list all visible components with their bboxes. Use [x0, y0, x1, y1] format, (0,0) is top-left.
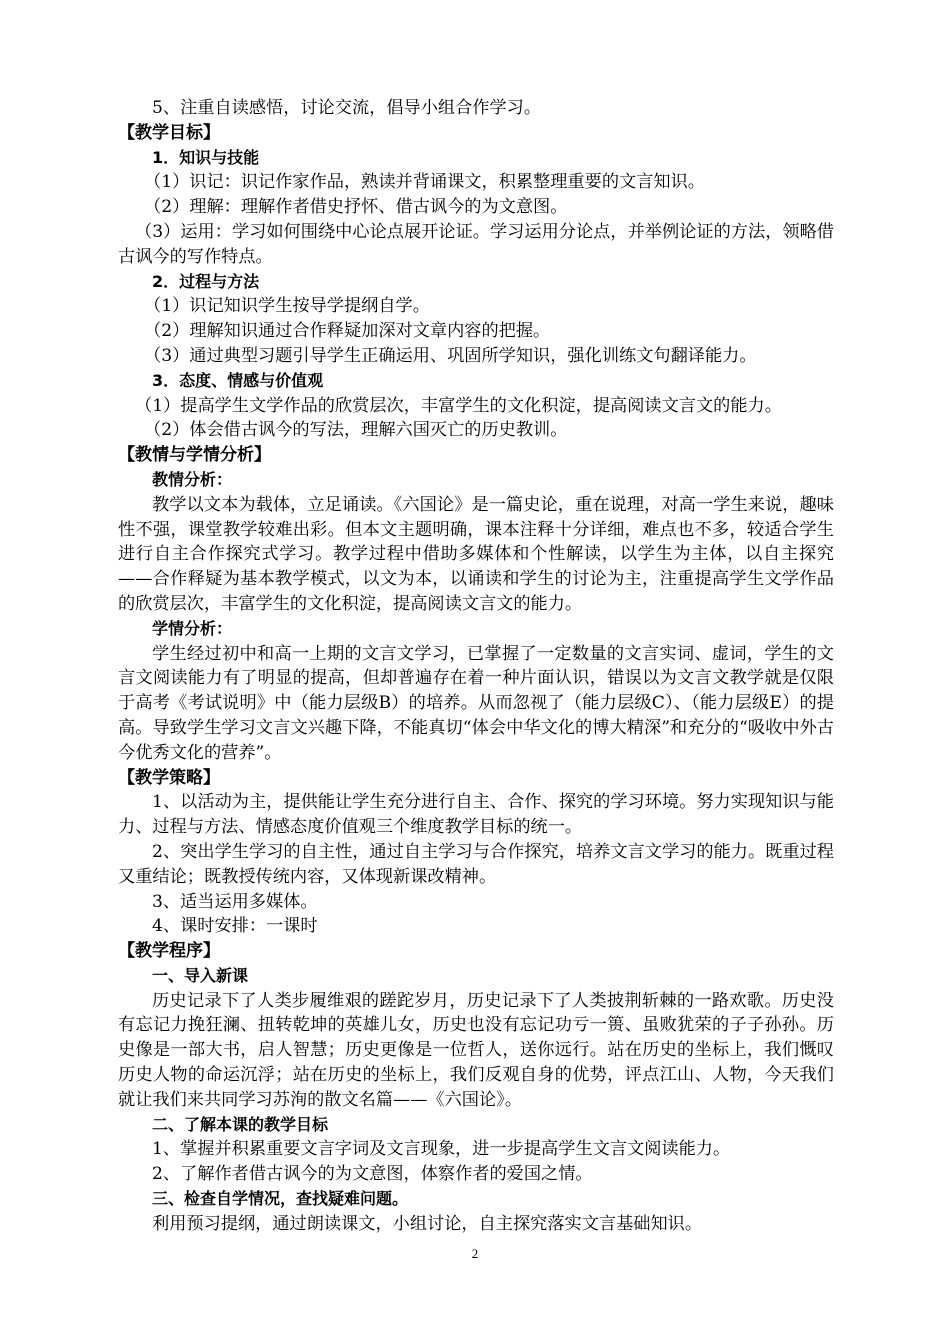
- line-7: （1）识记知识学生按导学提纲自学。: [144, 296, 430, 317]
- heading-procedure: 【教学程序】: [118, 941, 220, 962]
- subheading-self-study-check: 三、检查自学情况，查找疑难问题。: [152, 1189, 409, 1209]
- subheading-process-methods: 2．过程与方法: [152, 271, 260, 291]
- lesson-goal-2: 2、了解作者借古讽今的为文意图，体察作者的爱国之情。: [152, 1164, 593, 1185]
- line-8: （2）理解知识通过合作释疑加深对文章内容的把握。: [144, 321, 551, 342]
- subheading-knowledge-skills: 1．知识与技能: [152, 147, 260, 167]
- paragraph-teaching-analysis: 教学以文本为载体，立足诵读。《六国论》是一篇史论，重在说理，对高一学生来说，趣味性不强，课堂教学较难出彩。但本文主题明确，课本注释十分详细，难点也不多，较适合学生进行自主合作探究式学习。教学过程中借助多媒体和个性解读，以学生为主体，以自主探究——合作释疑为基本教学模式，以文为本，以诵读和学生的讨论为主，注重提高学生文学作品的欣赏层次，丰富学生的文化积淀，提高阅读文言文的能力。: [118, 494, 834, 614]
- heading-strategy: 【教学策略】: [118, 767, 220, 788]
- paragraph-learning-analysis: 学生经过初中和高一上期的文言文学习，已掌握了一定数量的文言实词、虚词，学生的文言文阅读能力有了明显的提高，但却普遍存在着一种片面认识，错误以为文言文教学就是仅限于高考《考试说明》中（能力层级B）的培养。从而忽视了（能力层级C）、（能力层级E）的提高。导致学生学习文言文兴趣下降，不能真切“体会中华文化的博大精深”和充分的“吸收中外古今优秀文化的营养”。: [118, 643, 834, 763]
- line-0: 5、注重自读感悟，讨论交流，倡导小组合作学习。: [152, 98, 542, 118]
- lesson-goal-1: 1、掌握并积累重要文言字词及文言现象，进一步提高学生文言文阅读能力。: [152, 1139, 731, 1160]
- line-5: （3）运用：学习如何围绕中心论点展开论证。学习运用分论点，并举例论证的方法，领略借古讽今的写作特点。: [118, 221, 834, 267]
- strategy-item-4: 4、课时安排：一课时: [152, 916, 318, 937]
- strategy-item-2: 2、突出学生学习的自主性，通过自主学习与合作探究，培养文言文学习的能力。既重过程又重结论；既教授传统内容，又体现新课改精神。: [118, 841, 834, 887]
- subheading-introduction: 一、导入新课: [152, 965, 249, 985]
- paragraph-introduction: 历史记录下了人类步履维艰的蹉跎岁月，历史记录下了人类披荆斩棘的一路欢歌。历史没有忘记力挽狂澜、扭转乾坤的英雄儿女，历史也没有忘记功亏一篑、虽败犹荣的子子孙孙。历史像是一部大书，启人智慧；历史更像是一位哲人，送你远行。站在历史的坐标上，我们慨叹历史人物的命运沉浮；站在历史的坐标上，我们反观自身的优势，评点江山、人物，今天我们就让我们来共同学习苏洵的散文名篇——《六国论》。: [118, 990, 834, 1110]
- subheading-teaching-analysis: 教情分析：: [152, 469, 233, 489]
- subheading-attitude-values: 3．态度、情感与价值观: [152, 370, 324, 390]
- heading-analysis: 【教情与学情分析】: [118, 445, 271, 466]
- line-12: （2）体会借古讽今的写法，理解六国灭亡的历史教训。: [144, 420, 568, 441]
- document-body: [118, 96, 834, 1237]
- strategy-item-1: 1、以活动为主，提供能让学生充分进行自主、合作、探究的学习环境。努力实现知识与能力、过程与方法、情感态度价值观三个维度教学目标的统一。: [118, 792, 834, 838]
- heading-teaching-goals: 【教学目标】: [118, 122, 220, 143]
- subheading-learning-analysis: 学情分析：: [152, 618, 233, 638]
- line-3: （1）识记：识记作家作品，熟读并背诵课文，积累整理重要的文言知识。: [144, 172, 705, 193]
- line-4: （2）理解：理解作者借史抒怀、借古讽今的为文意图。: [144, 197, 568, 218]
- strategy-item-3: 3、适当运用多媒体。: [152, 891, 318, 912]
- paragraph-self-study: 利用预习提纲，通过朗读课文，小组讨论，自主探究落实文言基础知识。: [152, 1213, 703, 1234]
- line-9: （3）通过典型习题引导学生正确运用、巩固所学知识，强化训练文句翻译能力。: [144, 345, 757, 366]
- subheading-lesson-goals: 二、了解本课的教学目标: [152, 1114, 329, 1134]
- line-11: （1）提高学生文学作品的欣赏层次，丰富学生的文化积淀，提高阅读文言文的能力。: [135, 395, 782, 416]
- page-number: 2: [471, 1246, 479, 1261]
